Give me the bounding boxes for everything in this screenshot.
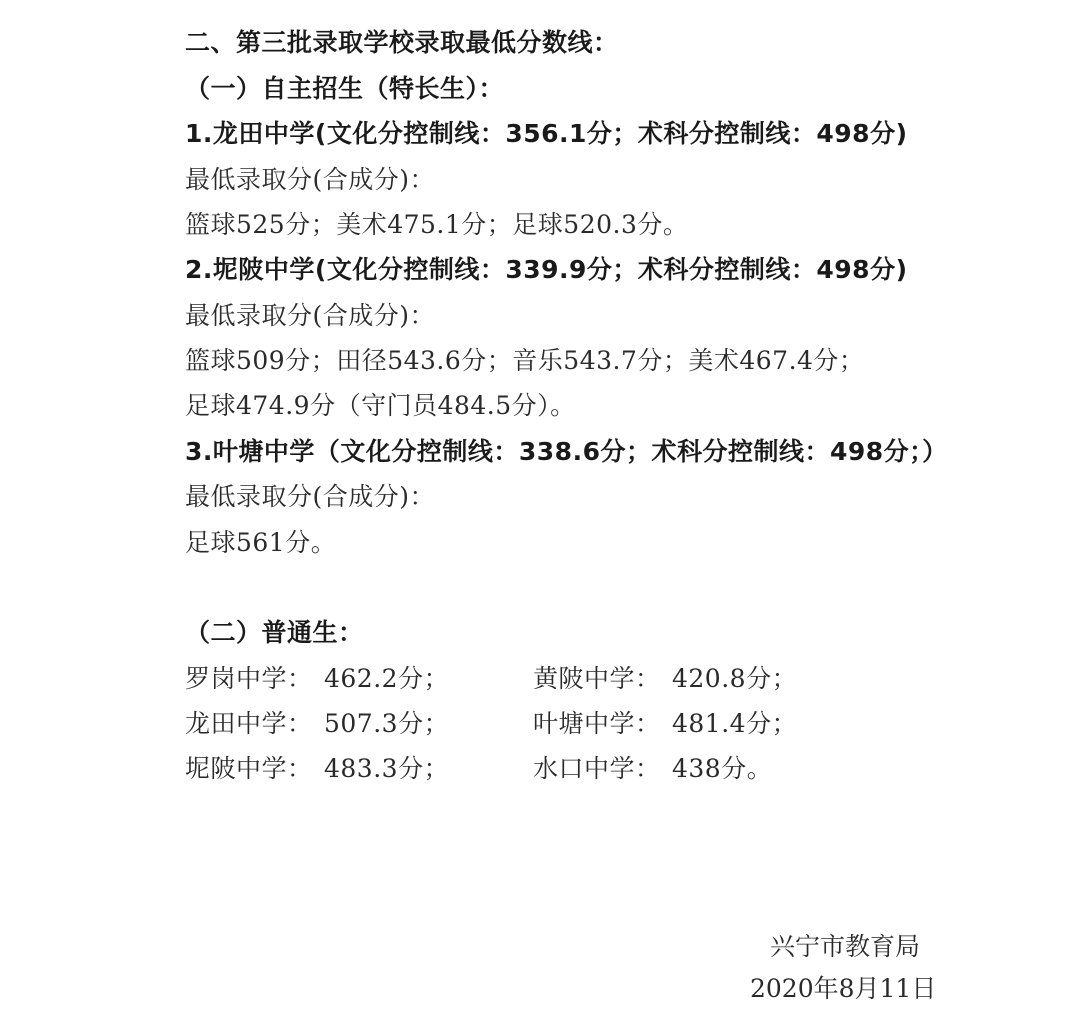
regular-school-name: 坭陂中学： [185, 754, 313, 783]
school-1-label: 最低录取分(合成分)： [185, 165, 436, 194]
school-3-scores: 足球561分。 [185, 528, 337, 557]
regular-school-score: 481.4分； [672, 709, 798, 738]
regular-school-name: 叶塘中学： [533, 709, 661, 738]
school-2-scores-line1: 篮球509分；田径543.6分；音乐543.7分；美术467.4分； [185, 346, 865, 375]
regular-school-score: 438分。 [672, 754, 773, 783]
school-2-scores-line2: 足球474.9分（守门员484.5分）。 [185, 391, 576, 420]
school-1-title: 1.龙田中学(文化分控制线：356.1分；术科分控制线：498分) [185, 119, 908, 148]
regular-school-name: 水口中学： [533, 754, 661, 783]
regular-school-name: 龙田中学： [185, 709, 313, 738]
regular-school-score: 507.3分； [324, 709, 450, 738]
subsection-title-special: （一）自主招生（特长生）： [185, 74, 505, 103]
regular-school-score: 483.3分； [324, 754, 450, 783]
school-3-label: 最低录取分(合成分)： [185, 482, 436, 511]
issue-date: 2020年8月11日 [750, 974, 937, 1003]
school-3-title: 3.叶塘中学（文化分控制线：338.6分；术科分控制线：498分；） [185, 437, 948, 466]
school-2-title: 2.坭陂中学(文化分控制线：339.9分；术科分控制线：498分) [185, 255, 908, 284]
regular-school-score: 420.8分； [672, 664, 798, 693]
regular-school-score: 462.2分； [324, 664, 450, 693]
school-1-scores: 篮球525分；美术475.1分；足球520.3分。 [185, 210, 689, 239]
regular-school-name: 罗岗中学： [185, 664, 313, 693]
subsection-title-regular: （二）普通生： [185, 618, 364, 647]
section-heading: 二、第三批录取学校录取最低分数线： [185, 28, 619, 57]
regular-school-name: 黄陂中学： [533, 664, 661, 693]
school-2-label: 最低录取分(合成分)： [185, 301, 436, 330]
issuing-organization: 兴宁市教育局 [770, 932, 921, 961]
